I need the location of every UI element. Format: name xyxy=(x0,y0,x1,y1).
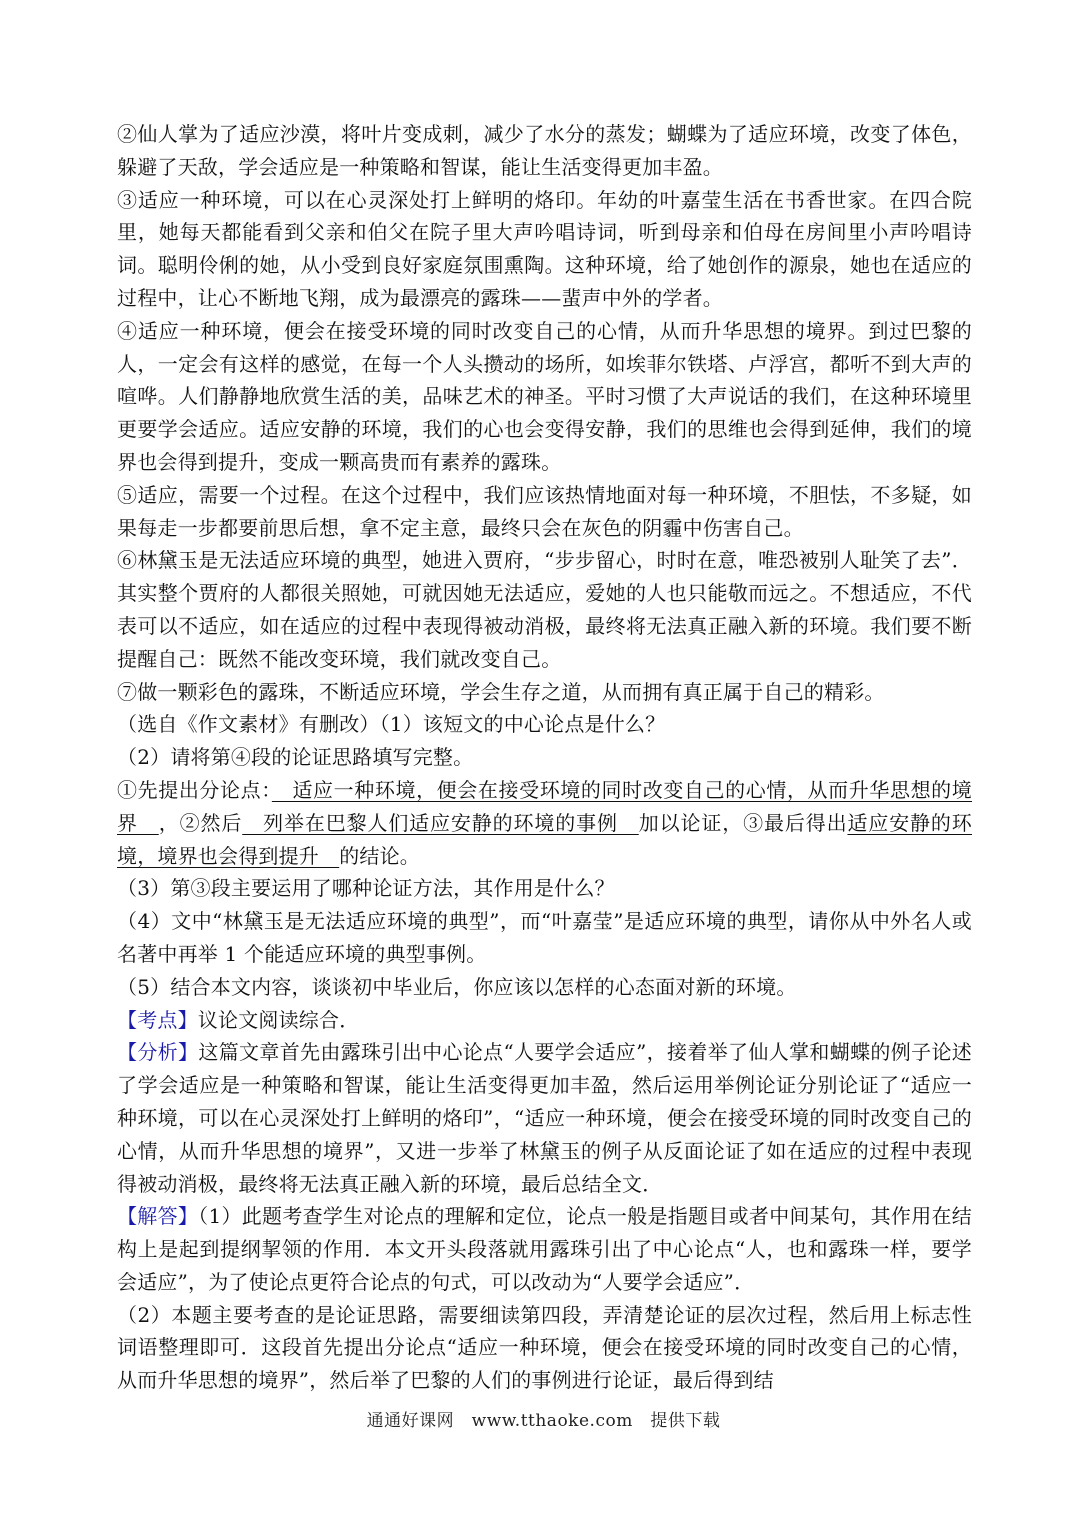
fill-prefix-3: 加以论证，③最后得出 xyxy=(638,810,848,835)
fill-answer-1: 适应一种环境，便会在接受环境的同时改变自己的心情，从而升华思想的境界 xyxy=(117,777,972,835)
paragraph-6: ⑥林黛玉是无法适应环境的典型，她进入贾府，“步步留心，时时在意，唯恐被别人耻笑了去”．其实整个贾府的人都很关照她，可就因她无法适应，爱她的人也只能敬而远之。不想适应，不代表可以不适应，如在适应的过程中表现得被动消极，最终将无法真正融入新的环境。我们要不断提醒自己：既然不能改变环境，我们就改变自己。 xyxy=(117,548,972,671)
fill-answer-2: 列举在巴黎人们适应安静的环境的事例 xyxy=(242,810,639,835)
paragraph-3: ③适应一种环境，可以在心灵深处打上鲜明的烙印。年幼的叶嘉莹生活在书香世家。在四合院里，她每天都能看到父亲和伯父在院子里大声吟唱诗词，听到母亲和伯母在房间里小声吟唱诗词。聪明伶俐的她，从小受到良好家庭氛围熏陶。这种环境，给了她创作的源泉，她也在适应的过程中，让心不断地飞翔，成为最漂亮的露珠——蜚声中外的学者。 xyxy=(117,187,972,310)
kaodian-section xyxy=(117,1004,972,1037)
page-footer: 通通好课网 www.tthaoke.com 提供下载 xyxy=(366,1411,721,1431)
paragraph-5: ⑤适应，需要一个过程。在这个过程中，我们应该热情地面对每一种环境，不胆怯，不多疑，如果每走一步都要前思后想，拿不定主意，最终只会在灰色的阴霾中伤害自己。 xyxy=(117,482,972,540)
question-2-fill xyxy=(117,774,972,872)
fenxi-text: 这篇文章首先由露珠引出中心论点“人要学会适应”，接着举了仙人掌和蝴蝶的例子论述了学会适应是一种策略和智谋，能让生活变得更加丰盈，然后运用举例论证分别论证了“适应一种环境，可以在心灵深处打上鲜明的烙印”，“适应一种环境，便会在接受环境的同时改变自己的心情，从而升华思想的境界”，又进一步举了林黛玉的例子从反面论证了如在适应的过程中表现得被动消极，最终将无法真正融入新的环境，最后总结全文． xyxy=(117,1040,972,1196)
jieda-tag: 【解答】 xyxy=(117,1204,199,1229)
fill-suffix: 的结论。 xyxy=(339,843,421,868)
paragraph-4: ④适应一种环境，便会在接受环境的同时改变自己的心情，从而升华思想的境界。到过巴黎的人，一定会有这样的感觉，在每一个人头攒动的场所，如埃菲尔铁塔、卢浮宫，都听不到大声的喧哗。人们静静地欣赏生活的美，品味艺术的神圣。平时习惯了大声说话的我们，在这种环境里更要学会适应。适应安静的环境，我们的心也会变得安静，我们的思维也会得到延伸，我们的境界也会得到提升，变成一颗高贵而有素养的露珠。 xyxy=(117,318,972,474)
question-4: （4）文中“林黛玉是无法适应环境的典型”，而“叶嘉莹”是适应环境的典型，请你从中外名人或名著中再举 1 个能适应环境的典型事例。 xyxy=(117,909,972,966)
kaodian-text: 议论文阅读综合． xyxy=(197,1007,360,1032)
fill-prefix-1: ①先提出分论点： xyxy=(117,777,272,802)
question-5: （5）结合本文内容，谈谈初中毕业后，你应该以怎样的心态面对新的环境。 xyxy=(117,974,797,999)
jieda-section xyxy=(117,1200,972,1298)
kaodian-tag: 【考点】 xyxy=(117,1007,198,1032)
page-content xyxy=(117,118,972,1397)
question-2: （2）请将第④段的论证思路填写完整。 xyxy=(117,745,474,770)
question-1: （选自《作文素材》有删改）（1）该短文的中心论点是什么？ xyxy=(117,712,666,737)
fenxi-tag: 【分析】 xyxy=(117,1040,199,1065)
fenxi-section xyxy=(117,1036,972,1200)
jieda-section-2: （2）本题主要考查的是论证思路，需要细读第四段，弄清楚论证的层次过程，然后用上标志性词语整理即可．这段首先提出分论点“适应一种环境，便会在接受环境的同时改变自己的心情，从而升华思想的境界”，然后举了巴黎的人们的事例进行论证，最后得到结 xyxy=(117,1302,972,1393)
fill-prefix-2: ，②然后 xyxy=(158,810,243,835)
question-3: （3）第③段主要运用了哪种论证方法，其作用是什么？ xyxy=(117,876,615,901)
paragraph-7: ⑦做一颗彩色的露珠，不断适应环境，学会生存之道，从而拥有真正属于自己的精彩。 xyxy=(117,679,885,704)
fill-answer-3: 适应安静的环境，境界也会得到提升 xyxy=(117,810,972,868)
paragraph-2: ②仙人掌为了适应沙漠，将叶片变成刺，减少了水分的蒸发；蝴蝶为了适应环境，改变了体色，躲避了天敌，学会适应是一种策略和智谋，能让生活变得更加丰盈。 xyxy=(117,122,972,179)
jieda-text-1: （1）此题考查学生对论点的理解和定位，论点一般是指题目或者中间某句，其作用在结构上是起到提纲挈领的作用．本文开头段落就用露珠引出了中心论点“人，也和露珠一样，要学会适应”，为了使论点更符合论点的句式，可以改动为“人要学会适应”． xyxy=(117,1204,972,1294)
